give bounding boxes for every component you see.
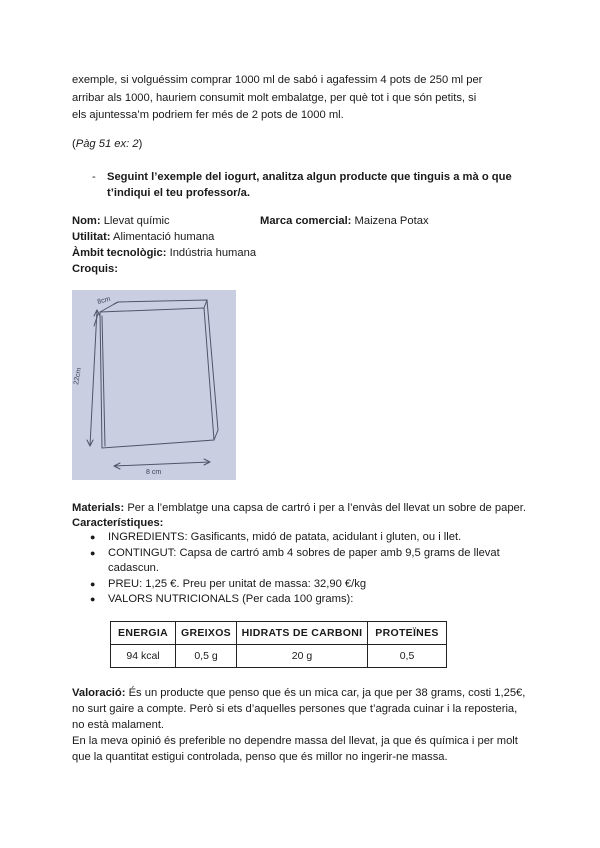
- cell-proteines: 0,5: [368, 645, 447, 668]
- ambit-label: Àmbit tecnològic:: [72, 247, 167, 259]
- valoracio-text-1: És un producte que penso que és un mica car, ja que per 38 grams, costi 1,25€,: [125, 687, 526, 699]
- header-energia: ENERGIA: [111, 622, 176, 645]
- cell-hidrats: 20 g: [237, 645, 368, 668]
- field-marca: [260, 213, 429, 229]
- nutrition-table: [110, 621, 447, 668]
- reference-open: (: [72, 138, 76, 150]
- materials-label: Materials:: [72, 502, 125, 514]
- croquis-label: Croquis:: [72, 263, 118, 275]
- intro-line-3: els ajuntessa’m podriem fer més de 2 pots de 1000 ml.: [72, 109, 344, 121]
- intro-line-1: exemple, si volguéssim comprar 1000 ml de sabó i agafessim 4 pots de 250 ml per: [72, 74, 483, 86]
- reference-close: ): [138, 138, 143, 150]
- sketch-width-label: 8 cm: [146, 469, 162, 476]
- task-instruction: [92, 169, 532, 201]
- list-item-line-1: VALORS NUTRICIONALS (Per cada 100 grams):: [108, 593, 354, 605]
- box-sketch-photo: [72, 290, 236, 480]
- intro-paragraph: [72, 72, 542, 125]
- utilitat-label: Utilitat:: [72, 231, 111, 243]
- ambit-value: Indústria humana: [166, 247, 257, 259]
- reference-text: Pàg 51 ex: 2: [75, 138, 139, 150]
- task-dash: -: [92, 171, 96, 183]
- valoracio-label: Valoració:: [72, 687, 126, 699]
- table-header-row: [111, 622, 447, 645]
- field-croquis: [72, 261, 118, 277]
- materials-line: [72, 500, 552, 516]
- task-line-2: t’indiqui el teu professor/a.: [107, 187, 250, 199]
- utilitat-value: Alimentació humana: [110, 231, 215, 243]
- bullet-icon: ●: [90, 547, 96, 558]
- nom-value: Llevat químic: [100, 215, 170, 227]
- header-hidrats: HIDRATS DE CARBONI: [237, 622, 368, 645]
- field-nom: [72, 213, 170, 229]
- header-proteines: PROTEÏNES: [368, 622, 447, 645]
- list-item: [90, 546, 530, 577]
- caracteristiques-list: [90, 530, 530, 608]
- list-item-line-1: INGREDIENTS: Gasificants, midó de patata, acidulant i gluten, ou i llet.: [108, 531, 462, 543]
- list-item-line-1: PREU: 1,25 €. Preu per unitat de massa: 32,90 €/kg: [108, 577, 367, 590]
- table-row: [111, 645, 447, 668]
- list-item-line-2: cadascun.: [108, 562, 159, 574]
- intro-line-2: arribar als 1000, hauriem consumit molt embalatge, per què tot i que són petits, si: [72, 91, 477, 104]
- valoracio-line-3: no està malament.: [72, 719, 165, 731]
- box-sketch-drawing: [72, 290, 236, 480]
- field-ambit: [72, 245, 256, 261]
- valoracio-line-1: [72, 685, 542, 701]
- marca-value: Maizena Potax: [351, 215, 429, 227]
- list-item-line-1: CONTINGUT: Capsa de cartró amb 4 sobres de paper amb 9,5 grams de llevat: [108, 546, 500, 559]
- bullet-icon: ●: [90, 532, 96, 542]
- bullet-icon: ●: [90, 594, 96, 604]
- list-item: [90, 577, 530, 593]
- valoracio-line-5: que la quantitat estigui controlada, penso que és millor no ingerir-ne massa.: [72, 751, 448, 763]
- materials-text: Per a l’emblatge una capsa de cartró i per a l’envàs del llevat un sobre de paper.: [124, 502, 526, 514]
- valoracio-line-4: En la meva opinió és preferible no dependre massa del llevat, ja que és química i per molt: [72, 735, 518, 747]
- cell-greixos: 0,5 g: [176, 645, 237, 668]
- header-greixos: GREIXOS: [176, 622, 237, 645]
- list-item: [90, 592, 530, 608]
- valoracio-line-2: no surt gaire a compte. Però si ets d’aquelles persones que t’agrada cuinar i la reposteria,: [72, 703, 518, 715]
- nom-label: Nom:: [72, 215, 101, 227]
- valoracio-paragraph: [72, 685, 542, 765]
- task-line-1: Seguint l’exemple del iogurt, analitza algun producte que tinguis a mà o que: [107, 171, 512, 183]
- marca-label: Marca comercial:: [260, 215, 352, 227]
- field-utilitat: [72, 229, 214, 245]
- bullet-icon: ●: [90, 578, 96, 589]
- sketch-depth-label: 8cm: [96, 295, 112, 306]
- sketch-height-label: 22cm: [73, 367, 83, 386]
- caracteristiques-heading: Característiques:: [72, 517, 164, 529]
- list-item: [90, 530, 530, 546]
- page-reference: [72, 138, 142, 150]
- cell-energia: 94 kcal: [111, 645, 176, 668]
